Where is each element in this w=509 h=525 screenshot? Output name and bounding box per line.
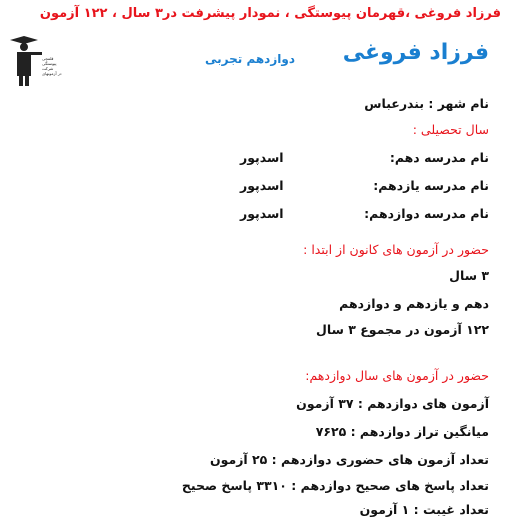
logo-text-3: شرکت [42,66,54,71]
school-12-label: نام مدرسه دوازدهم: [364,206,489,221]
page-title: فرزاد فروغی ،قهرمان پیوستگی ، نمودار پیشرفت در۳ سال ، ۱۲۲ آزمون [39,6,501,21]
grade12-in-person: تعداد آزمون های حضوری دوازدهم : ۲۵ آزمون [209,452,489,467]
attendance-heading: حضور در آزمون های کانون از ابتدا : [303,242,489,257]
school-years-heading: سال تحصیلی : [412,122,489,137]
student-grade: دوازدهم تجربی [205,52,295,66]
attendance-grades: دهم و یازدهم و دوازدهم [339,296,489,311]
grade12-exams: آزمون های دوازدهم : ۳۷ آزمون [296,396,489,411]
school-10-value: اسدپور [240,150,284,165]
grade12-correct-answers: تعداد پاسخ های صحیح دوازدهم : ۳۳۱۰ پاسخ صحیح [181,478,489,493]
logo-text-4: در آزمونهای [42,71,62,76]
grade12-heading: حضور در آزمون های سال دوازدهم: [305,368,489,383]
city-line: نام شهر : بندرعباس [364,96,489,111]
student-name: فرزاد فروغی [342,40,489,65]
grade12-absences: تعداد غیبت : ۱ آزمون [359,502,489,517]
logo-text-1: قلمچی [42,56,54,61]
school-11-value: اسدپور [240,178,284,193]
school-11-label: نام مدرسه یازدهم: [373,178,489,193]
grade12-average-level: میانگین تراز دوازدهم : ۷۶۲۵ [315,424,489,439]
school-12-value: اسدپور [240,206,284,221]
attendance-total: ۱۲۲ آزمون در مجموع ۳ سال [316,322,489,337]
logo-text-2: پیوستگی [42,61,57,66]
student-figure-logo [4,34,62,90]
school-10-label: نام مدرسه دهم: [389,150,489,165]
attendance-years: ۳ سال [449,268,489,283]
